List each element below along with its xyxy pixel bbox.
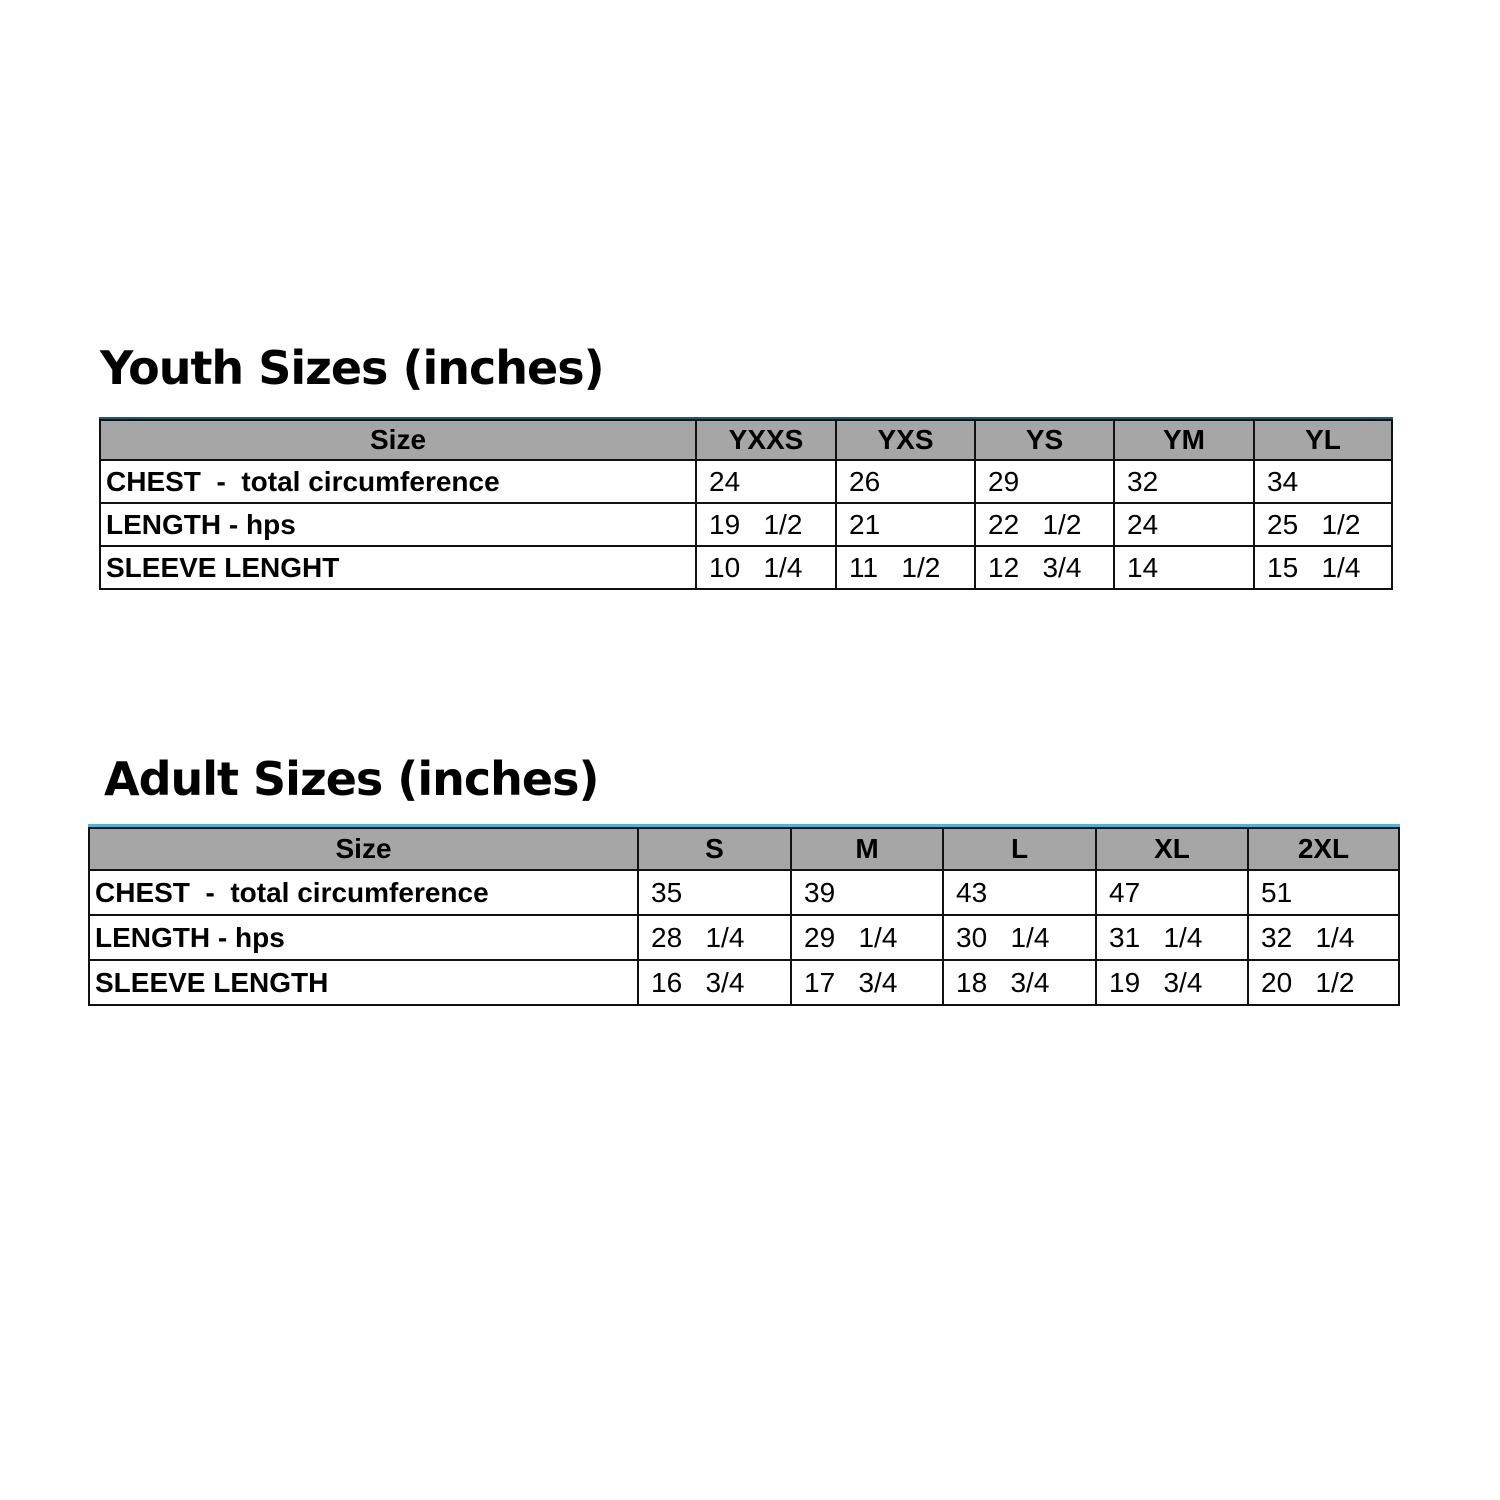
table-cell: 43 (943, 870, 1096, 915)
size-column-yxs: YXS (836, 420, 975, 460)
table-cell: 15 1/4 (1254, 546, 1392, 589)
table-row-length (100, 503, 1392, 546)
size-column-l: L (943, 828, 1096, 870)
table-cell: 20 1/2 (1248, 960, 1399, 1005)
table-cell: 18 3/4 (943, 960, 1096, 1005)
adult-sizes-title: Adult Sizes (inches) (104, 752, 599, 806)
size-column-s: S (638, 828, 791, 870)
size-column-2xl: 2XL (1248, 828, 1399, 870)
table-cell: 22 1/2 (975, 503, 1114, 546)
table-cell: 21 (836, 503, 975, 546)
row-label-sleeve: SLEEVE LENGHT (100, 546, 696, 589)
table-header-row (89, 828, 1399, 870)
table-cell: 19 3/4 (1096, 960, 1248, 1005)
row-label-length: LENGTH - hps (89, 915, 638, 960)
table-row-sleeve (89, 960, 1399, 1005)
table-row-chest (100, 460, 1392, 503)
table-row-sleeve (100, 546, 1392, 589)
table-cell: 32 (1114, 460, 1254, 503)
size-column-ys: YS (975, 420, 1114, 460)
table-cell: 19 1/2 (696, 503, 836, 546)
table-cell: 29 (975, 460, 1114, 503)
row-label-sleeve: SLEEVE LENGTH (89, 960, 638, 1005)
table-cell: 35 (638, 870, 791, 915)
table-cell: 39 (791, 870, 943, 915)
size-column-header: Size (100, 420, 696, 460)
youth-sizes-title: Youth Sizes (inches) (100, 341, 604, 395)
table-cell: 11 1/2 (836, 546, 975, 589)
size-column-yxxs: YXXS (696, 420, 836, 460)
size-column-yl: YL (1254, 420, 1392, 460)
youth-size-table (99, 419, 1393, 590)
table-cell: 24 (696, 460, 836, 503)
table-cell: 34 (1254, 460, 1392, 503)
adult-size-table (88, 827, 1400, 1006)
table-cell: 51 (1248, 870, 1399, 915)
row-label-chest: CHEST - total circumference (100, 460, 696, 503)
table-cell: 31 1/4 (1096, 915, 1248, 960)
table-cell: 10 1/4 (696, 546, 836, 589)
table-cell: 14 (1114, 546, 1254, 589)
table-cell: 26 (836, 460, 975, 503)
table-cell: 47 (1096, 870, 1248, 915)
table-header-row (100, 420, 1392, 460)
row-label-length: LENGTH - hps (100, 503, 696, 546)
table-cell: 29 1/4 (791, 915, 943, 960)
table-cell: 24 (1114, 503, 1254, 546)
table-row-chest (89, 870, 1399, 915)
size-column-xl: XL (1096, 828, 1248, 870)
table-cell: 16 3/4 (638, 960, 791, 1005)
table-row-length (89, 915, 1399, 960)
size-column-m: M (791, 828, 943, 870)
table-cell: 25 1/2 (1254, 503, 1392, 546)
table-cell: 30 1/4 (943, 915, 1096, 960)
table-cell: 32 1/4 (1248, 915, 1399, 960)
row-label-chest: CHEST - total circumference (89, 870, 638, 915)
size-column-header: Size (89, 828, 638, 870)
table-cell: 17 3/4 (791, 960, 943, 1005)
size-column-ym: YM (1114, 420, 1254, 460)
table-cell: 12 3/4 (975, 546, 1114, 589)
table-cell: 28 1/4 (638, 915, 791, 960)
